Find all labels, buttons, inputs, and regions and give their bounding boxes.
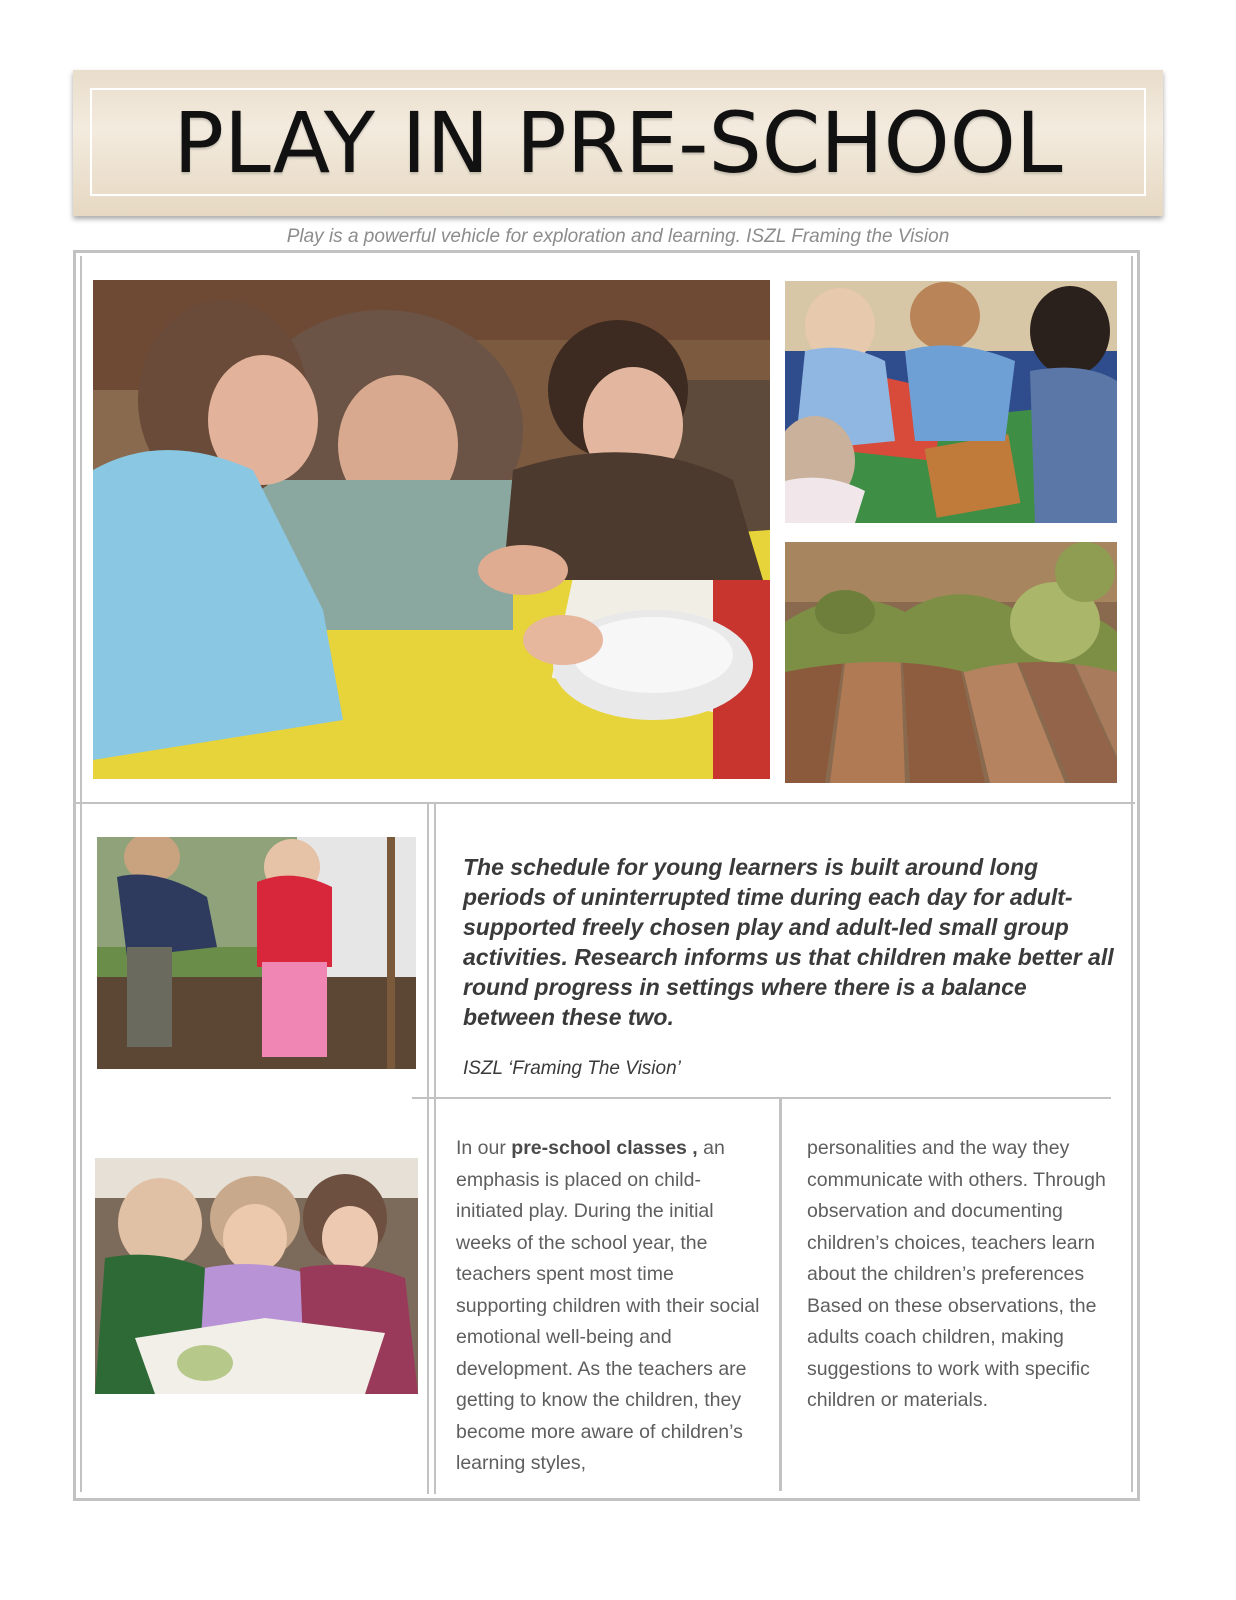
photo-children-reading bbox=[95, 1158, 418, 1394]
page-title: PLAY IN PRE-SCHOOL bbox=[173, 94, 1063, 192]
left-column-divider-inner bbox=[434, 804, 436, 1494]
text-column-divider bbox=[779, 1099, 782, 1491]
article-intro: In our bbox=[456, 1137, 512, 1159]
tagline: Play is a powerful vehicle for exploration and learning. ISZL Framing the Vision bbox=[286, 226, 950, 247]
article-intro-bold: pre-school classes , bbox=[511, 1137, 698, 1159]
quote-source: ISZL ‘Framing The Vision’ bbox=[463, 1058, 681, 1079]
pull-quote: The schedule for young learners is built around long periods of uninterrupted time during each day for adult-supported freely chosen play and adult-led small group activities. Research informs us that children make better all round progress in settings where there is a balance between these two. bbox=[463, 854, 1114, 1030]
article-column-2 bbox=[807, 1133, 1117, 1417]
inner-left-rule bbox=[80, 256, 82, 1492]
quote-divider bbox=[412, 1097, 1111, 1099]
title-banner-inner bbox=[90, 88, 1146, 196]
photo-plants-on-bench bbox=[785, 542, 1117, 783]
photo-children-gardening bbox=[97, 837, 416, 1069]
photo-teacher-with-children bbox=[93, 280, 770, 779]
photo-section-divider bbox=[76, 802, 1135, 804]
title-banner bbox=[73, 70, 1163, 216]
article-column-1 bbox=[456, 1133, 766, 1480]
article-column-2-text: personalities and the way they communicate with others. Through observation and documenting children’s choices, teachers learn about the children’s preferences Based on these observations, the adults coach children, making suggestions to work with specific children or materials. bbox=[807, 1137, 1106, 1411]
left-column-divider bbox=[427, 804, 429, 1494]
photo-children-on-carpet bbox=[785, 281, 1117, 523]
inner-right-rule bbox=[1131, 256, 1133, 1492]
article-column-1-text: an emphasis is placed on child-initiated play. During the initial weeks of the school year, the teachers spent most time supporting children with their social emotional well-being and development. As the teachers are getting to know the children, they become more aware of children’s learning styles, bbox=[456, 1137, 760, 1474]
